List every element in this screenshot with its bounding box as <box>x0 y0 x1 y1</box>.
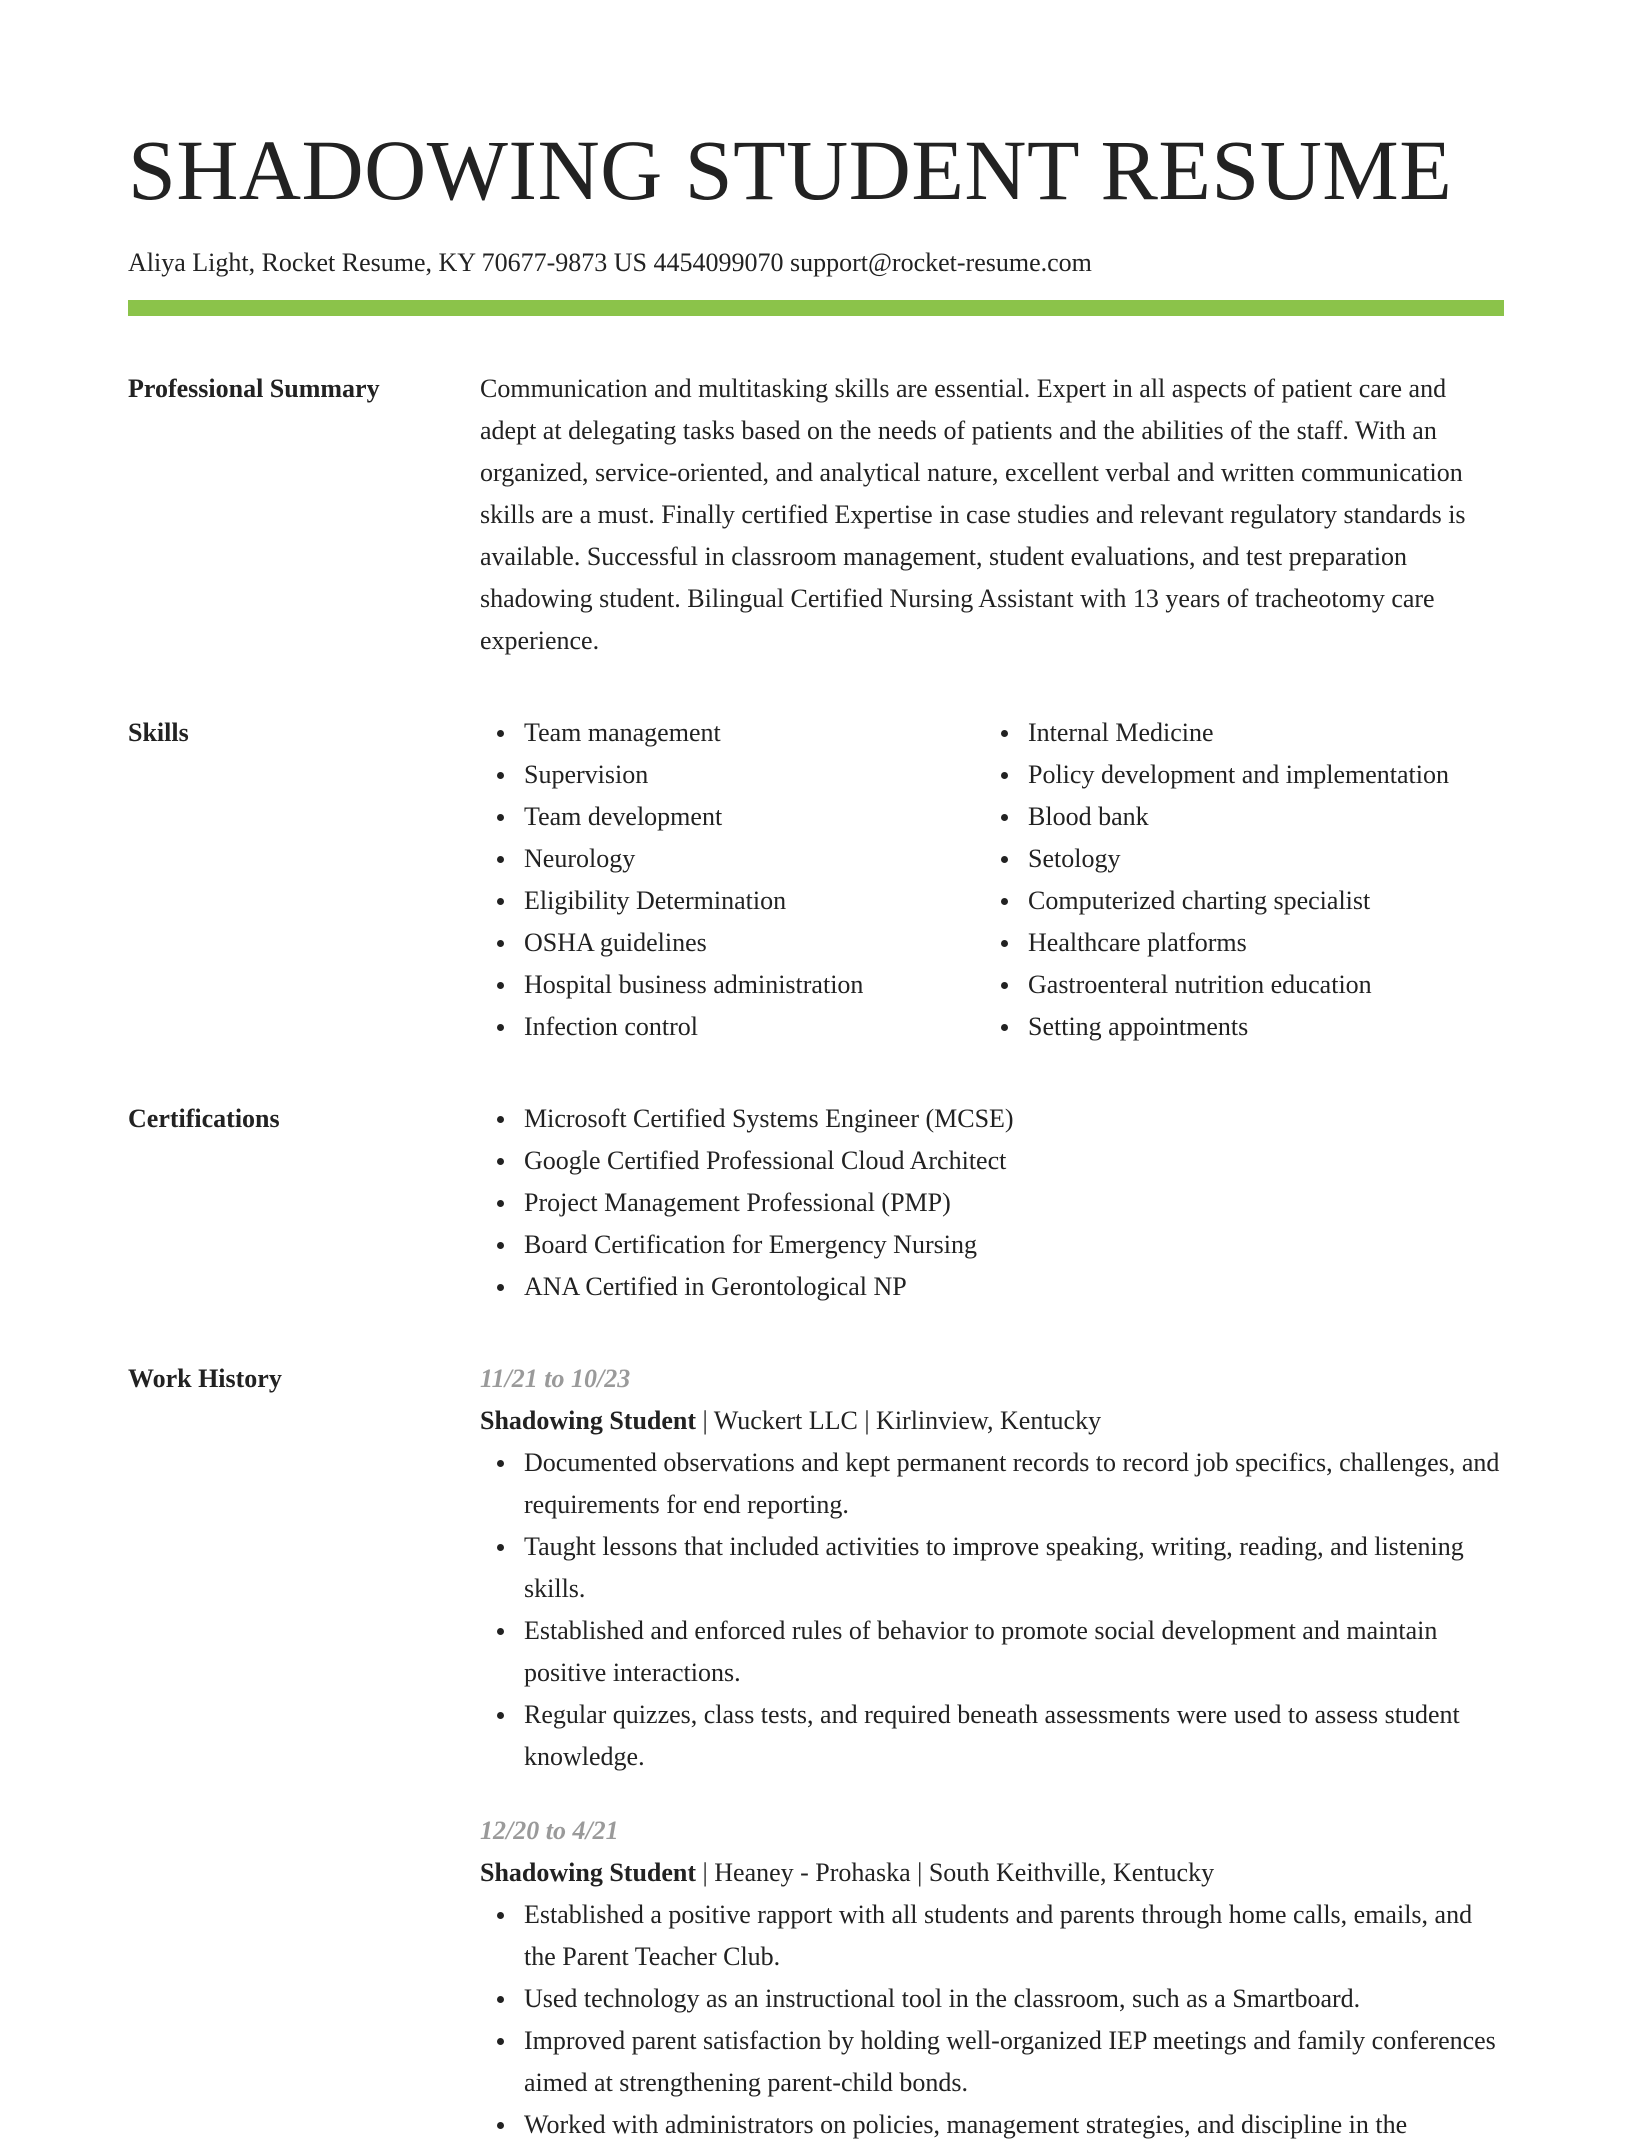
work-history-section <box>128 1358 1504 2146</box>
certification-item: Board Certification for Emergency Nursing <box>524 1224 1504 1266</box>
job-dates: 12/20 to 4/21 <box>480 1816 619 1845</box>
skill-item: Healthcare platforms <box>1028 922 1504 964</box>
skill-item: Internal Medicine <box>1028 712 1504 754</box>
job-bullet: Taught lessons that included activities to improve speaking, writing, reading, and listening skills. <box>524 1526 1504 1610</box>
certifications-body <box>480 1098 1504 1308</box>
skills-column-right <box>984 712 1504 1048</box>
job-bullet: Regular quizzes, class tests, and required beneath assessments were used to assess student knowledge. <box>524 1694 1504 1778</box>
work-history-body <box>480 1358 1504 2146</box>
skill-item: Infection control <box>524 1006 984 1048</box>
job-bullet: Worked with administrators on policies, management strategies, and discipline in the <box>524 2104 1504 2146</box>
certification-item: Project Management Professional (PMP) <box>524 1182 1504 1224</box>
skills-list-left <box>480 712 984 1048</box>
skill-item: Eligibility Determination <box>524 880 984 922</box>
job-bullet: Established and enforced rules of behavior to promote social development and maintain positive interactions. <box>524 1610 1504 1694</box>
skills-list-right <box>984 712 1504 1048</box>
skill-item: Computerized charting specialist <box>1028 880 1504 922</box>
certifications-label: Certifications <box>128 1104 280 1133</box>
skills-body <box>480 712 1504 1048</box>
certifications-section <box>128 1098 1504 1308</box>
skill-item: Setting appointments <box>1028 1006 1504 1048</box>
skill-item: Neurology <box>524 838 984 880</box>
certifications-list <box>480 1098 1504 1308</box>
summary-section <box>128 368 1504 662</box>
job-bullets <box>480 1894 1504 2146</box>
job-bullet: Improved parent satisfaction by holding well-organized IEP meetings and family conferences aimed at strengthening parent-child bonds. <box>524 2020 1504 2104</box>
summary-text: Communication and multitasking skills are essential. Expert in all aspects of patient care and adept at delegating tasks based on the needs of patients and the abilities of the staff. With an organized, service-oriented, and analytical nature, excellent verbal and written communication skills are a must. Finally certified Expertise in case studies and relevant regulatory standards is available. Successful in classroom management, student evaluations, and test preparation shadowing student. Bilingual Certified Nursing Assistant with 13 years of tracheotomy care experience. <box>480 374 1466 655</box>
job-title: Shadowing Student <box>480 1406 697 1435</box>
accent-divider <box>128 300 1504 316</box>
job-entry <box>480 1358 1504 1778</box>
skill-item: Hospital business administration <box>524 964 984 1006</box>
certification-item: Google Certified Professional Cloud Architect <box>524 1140 1504 1182</box>
skills-section <box>128 712 1504 1048</box>
certification-item: ANA Certified in Gerontological NP <box>524 1266 1504 1308</box>
job-title: Shadowing Student <box>480 1858 697 1887</box>
job-bullet: Used technology as an instructional tool in the classroom, such as a Smartboard. <box>524 1978 1504 2020</box>
skill-item: Team management <box>524 712 984 754</box>
skill-item: Blood bank <box>1028 796 1504 838</box>
contact-line: Aliya Light, Rocket Resume, KY 70677-9873 US 4454099070 support@rocket-resume.com <box>128 248 1092 277</box>
skill-item: OSHA guidelines <box>524 922 984 964</box>
skill-item: Team development <box>524 796 984 838</box>
job-heading <box>480 1400 1504 1442</box>
job-bullets <box>480 1442 1504 1778</box>
skill-item: Supervision <box>524 754 984 796</box>
skill-item: Setology <box>1028 838 1504 880</box>
job-employer-location: | Wuckert LLC | Kirlinview, Kentucky <box>696 1406 1102 1435</box>
skills-label: Skills <box>128 718 189 747</box>
job-employer-location: | Heaney - Prohaska | South Keithville, Kentucky <box>696 1858 1215 1887</box>
job-bullet: Documented observations and kept permanent records to record job specifics, challenges, and requirements for end reporting. <box>524 1442 1504 1526</box>
summary-label: Professional Summary <box>128 374 380 403</box>
skills-column-left <box>480 712 984 1048</box>
skill-item: Gastroenteral nutrition education <box>1028 964 1504 1006</box>
certification-item: Microsoft Certified Systems Engineer (MCSE) <box>524 1098 1504 1140</box>
skills-grid <box>480 712 1504 1048</box>
resume-page <box>128 0 1504 2146</box>
resume-title: SHADOWING STUDENT RESUME <box>128 122 1453 218</box>
skill-item: Policy development and implementation <box>1028 754 1504 796</box>
job-dates: 11/21 to 10/23 <box>480 1364 631 1393</box>
job-bullet: Established a positive rapport with all students and parents through home calls, emails, and the Parent Teacher Club. <box>524 1894 1504 1978</box>
job-heading <box>480 1852 1504 1894</box>
summary-body <box>480 368 1504 662</box>
job-entry <box>480 1810 1504 2146</box>
work-history-label: Work History <box>128 1364 282 1393</box>
